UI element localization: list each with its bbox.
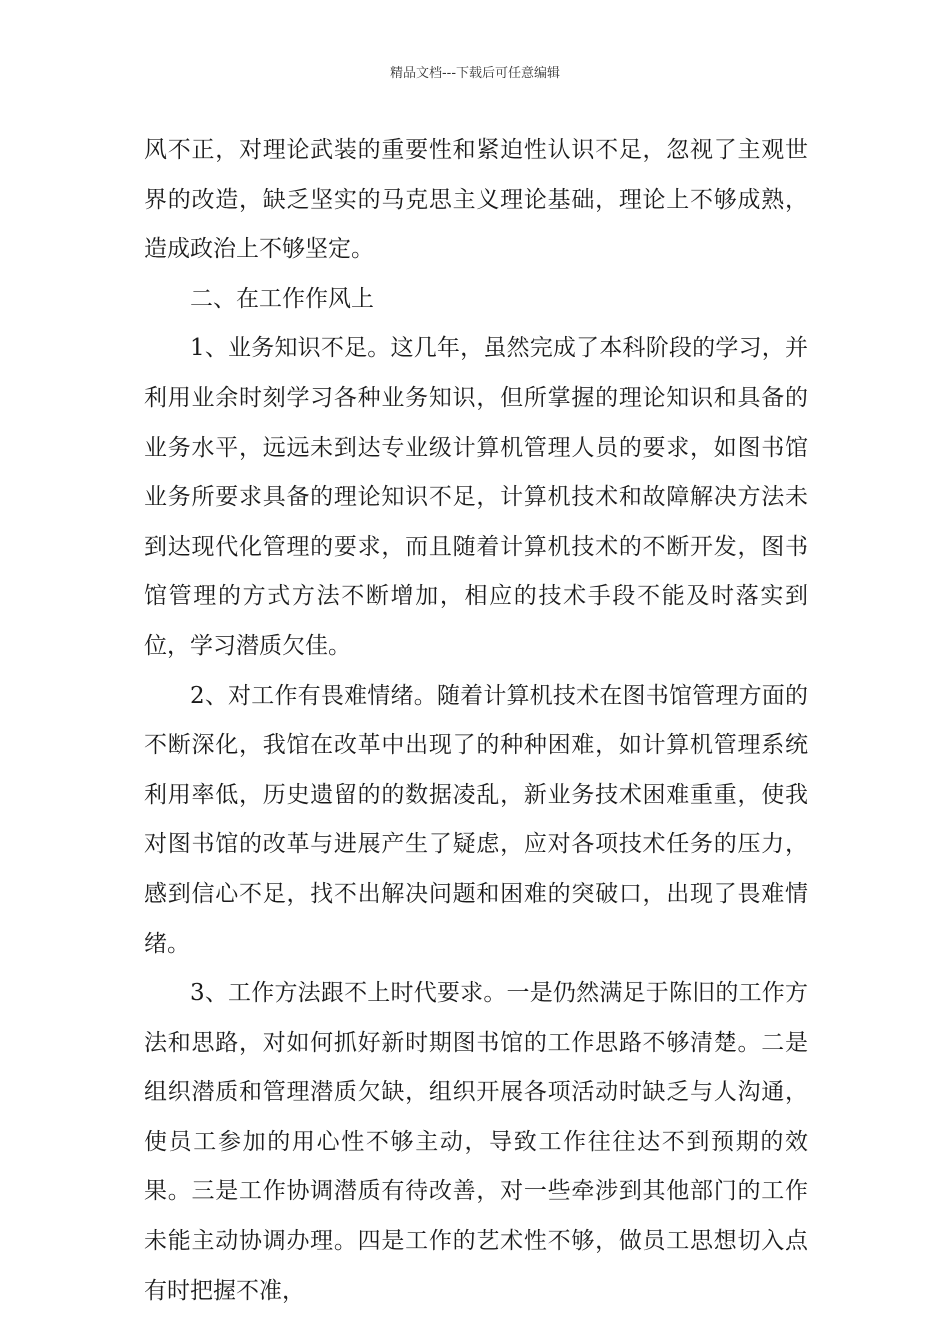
paragraph-item-1: 1、业务知识不足。这几年，虽然完成了本科阶段的学习，并利用业余时刻学习各种业务知识，但所掌握的理论知识和具备的业务水平，远远未到达专业级计算机管理人员的要求，如图书馆业务所要求具备的理论知识不足，计算机技术和故障解决方法未到达现代化管理的要求，而且随着计算机技术的不断开发，图书馆管理的方式方法不断增加，相应的技术手段不能及时落实到位，学习潜质欠佳。 xyxy=(144,335,808,659)
section-heading: 二、在工作作风上 xyxy=(190,285,374,312)
paragraph-continuation: 风不正，对理论武装的重要性和紧迫性认识不足，忽视了主观世界的改造，缺乏坚实的马克思主义理论基础，理论上不够成熟，造成政治上不够坚定。 xyxy=(144,137,808,263)
paragraph-item-3: 3、工作方法跟不上时代要求。一是仍然满足于陈旧的工作方法和思路，对如何抓好新时期图书馆的工作思路不够清楚。二是组织潜质和管理潜质欠缺，组织开展各项活动时缺乏与人沟通，使员工参加的用心性不够主动，导致工作往往达不到预期的效果。三是工作协调潜质有待改善，对一些牵涉到其他部门的工作未能主动协调办理。四是工作的艺术性不够，做员工思想切入点有时把握不准， xyxy=(144,980,808,1304)
page-header: 精品文档---下载后可任意编辑 xyxy=(389,66,561,81)
paragraph-item-2: 2、对工作有畏难情绪。随着计算机技术在图书馆管理方面的不断深化，我馆在改革中出现了的种种困难，如计算机管理系统利用率低，历史遗留的的数据凌乱，新业务技术困难重重，使我对图书馆的改革与进展产生了疑虑，应对各项技术任务的压力，感到信心不足，找不出解决问题和困难的突破口，出现了畏难情绪。 xyxy=(144,682,808,957)
document-body xyxy=(144,126,808,1316)
